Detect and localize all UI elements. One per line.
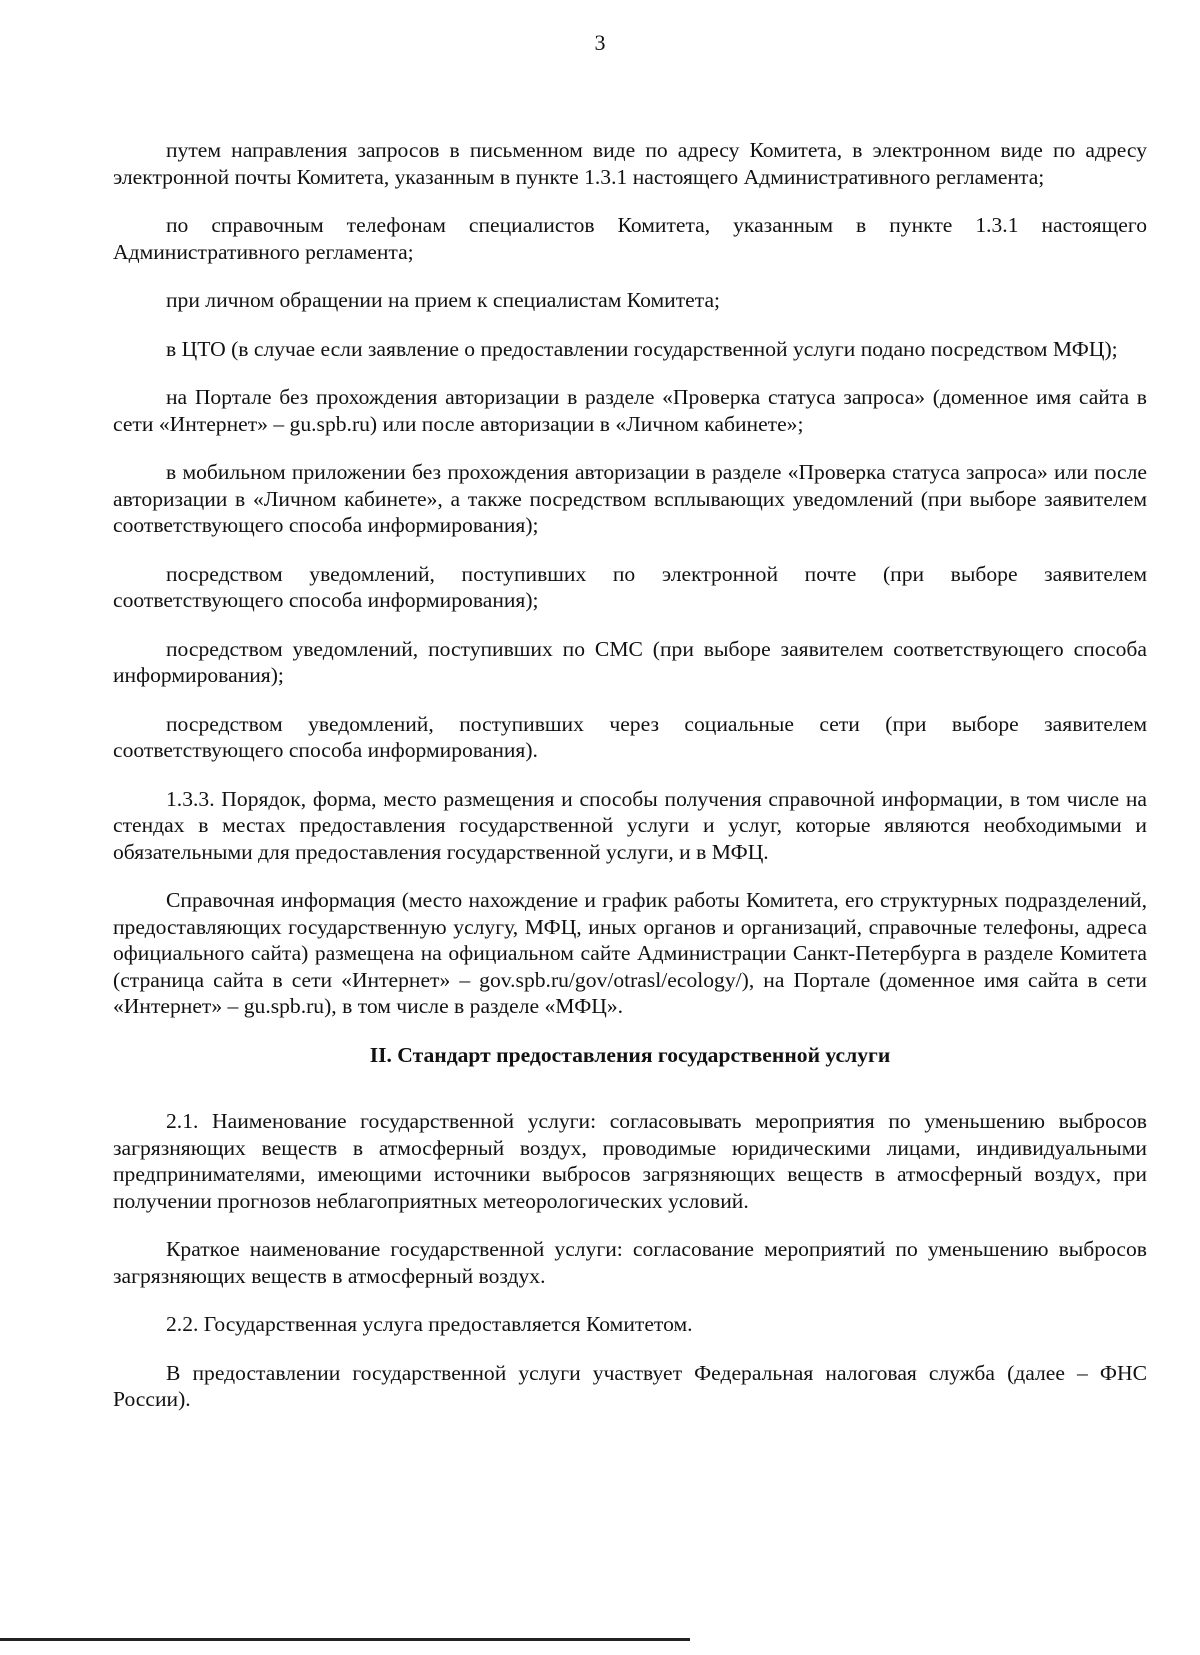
paragraph-cto: в ЦТО (в случае если заявление о предоставлении государственной услуги подано посредством МФЦ); bbox=[166, 336, 1118, 361]
paragraph-1-3-3: 1.3.3. Порядок, форма, место размещения и способы получения справочной информации, в том числе на стендах в местах предоставления государственной услуги и услуг, которые являются необходимыми и обязательными для предоставления государственной услуги, и в МФЦ. bbox=[113, 786, 1147, 864]
paragraph-fns: В предоставлении государственной услуги участвует Федеральная налоговая служба (далее – ФНС России). bbox=[113, 1360, 1147, 1411]
paragraph-2-1: 2.1. Наименование государственной услуги: согласовывать мероприятия по уменьшению выбросов загрязняющих веществ в атмосферный воздух, проводимые юридическими лицами, индивидуальными предпринимателями, имеющими источники выбросов загрязняющих веществ в атмосферный воздух, при получении прогнозов неблагоприятных метеорологических условий. bbox=[113, 1109, 1147, 1213]
section-heading: II. Стандарт предоставления государственной услуги bbox=[369, 1042, 891, 1067]
paragraph-personal-visit: при личном обращении на прием к специалистам Комитета; bbox=[166, 288, 721, 312]
paragraph-phone: по справочным телефонам специалистов Комитета, указанным в пункте 1.3.1 настоящего Административного регламента; bbox=[113, 213, 1147, 264]
document-body bbox=[113, 137, 1147, 1435]
bottom-scan-edge bbox=[0, 1638, 690, 1641]
paragraph-mobile-app: в мобильном приложении без прохождения авторизации в разделе «Проверка статуса запроса» или после авторизации в «Личном кабинете», а также посредством всплывающих уведомлений (при выборе заявителем соответствующего способа информирования); bbox=[113, 460, 1147, 537]
paragraph-reference-info: Справочная информация (место нахождение и график работы Комитета, его структурных подразделений, предоставляющих государственную услугу, МФЦ, иных органов и организаций, справочные телефоны, адреса официального сайта) размещена на официальном сайте Администрации Санкт-Петербурга в разделе Комитета (страница сайта в сети «Интернет» – gov.spb.ru/gov/otrasl/ecology/), на Портале (доменное имя сайта в сети «Интернет» – gu.spb.ru), в том числе в разделе «МФЦ». bbox=[113, 888, 1147, 1018]
paragraph-sms-notifications: посредством уведомлений, поступивших по СМС (при выборе заявителем соответствующего способа информирования); bbox=[113, 636, 1147, 687]
paragraph-portal: на Портале без прохождения авторизации в разделе «Проверка статуса запроса» (доменное имя сайта в сети «Интернет» – gu.spb.ru) или после авторизации в «Личном кабинете»; bbox=[113, 385, 1147, 436]
paragraph-short-name: Краткое наименование государственной услуги: согласование мероприятий по уменьшению выбросов загрязняющих веществ в атмосферный воздух. bbox=[113, 1237, 1147, 1288]
paragraph-2-2: 2.2. Государственная услуга предоставляется Комитетом. bbox=[166, 1312, 693, 1336]
paragraph-social-notifications: посредством уведомлений, поступивших через социальные сети (при выборе заявителем соответствующего способа информирования). bbox=[113, 711, 1147, 762]
paragraph-email-notifications: посредством уведомлений, поступивших по электронной почте (при выборе заявителем соответствующего способа информирования); bbox=[113, 561, 1147, 612]
page-number: 3 bbox=[594, 30, 606, 55]
paragraph-written-requests: путем направления запросов в письменном виде по адресу Комитета, в электронном виде по адресу электронной почты Комитета, указанным в пункте 1.3.1 настоящего Административного регламента; bbox=[113, 138, 1147, 189]
